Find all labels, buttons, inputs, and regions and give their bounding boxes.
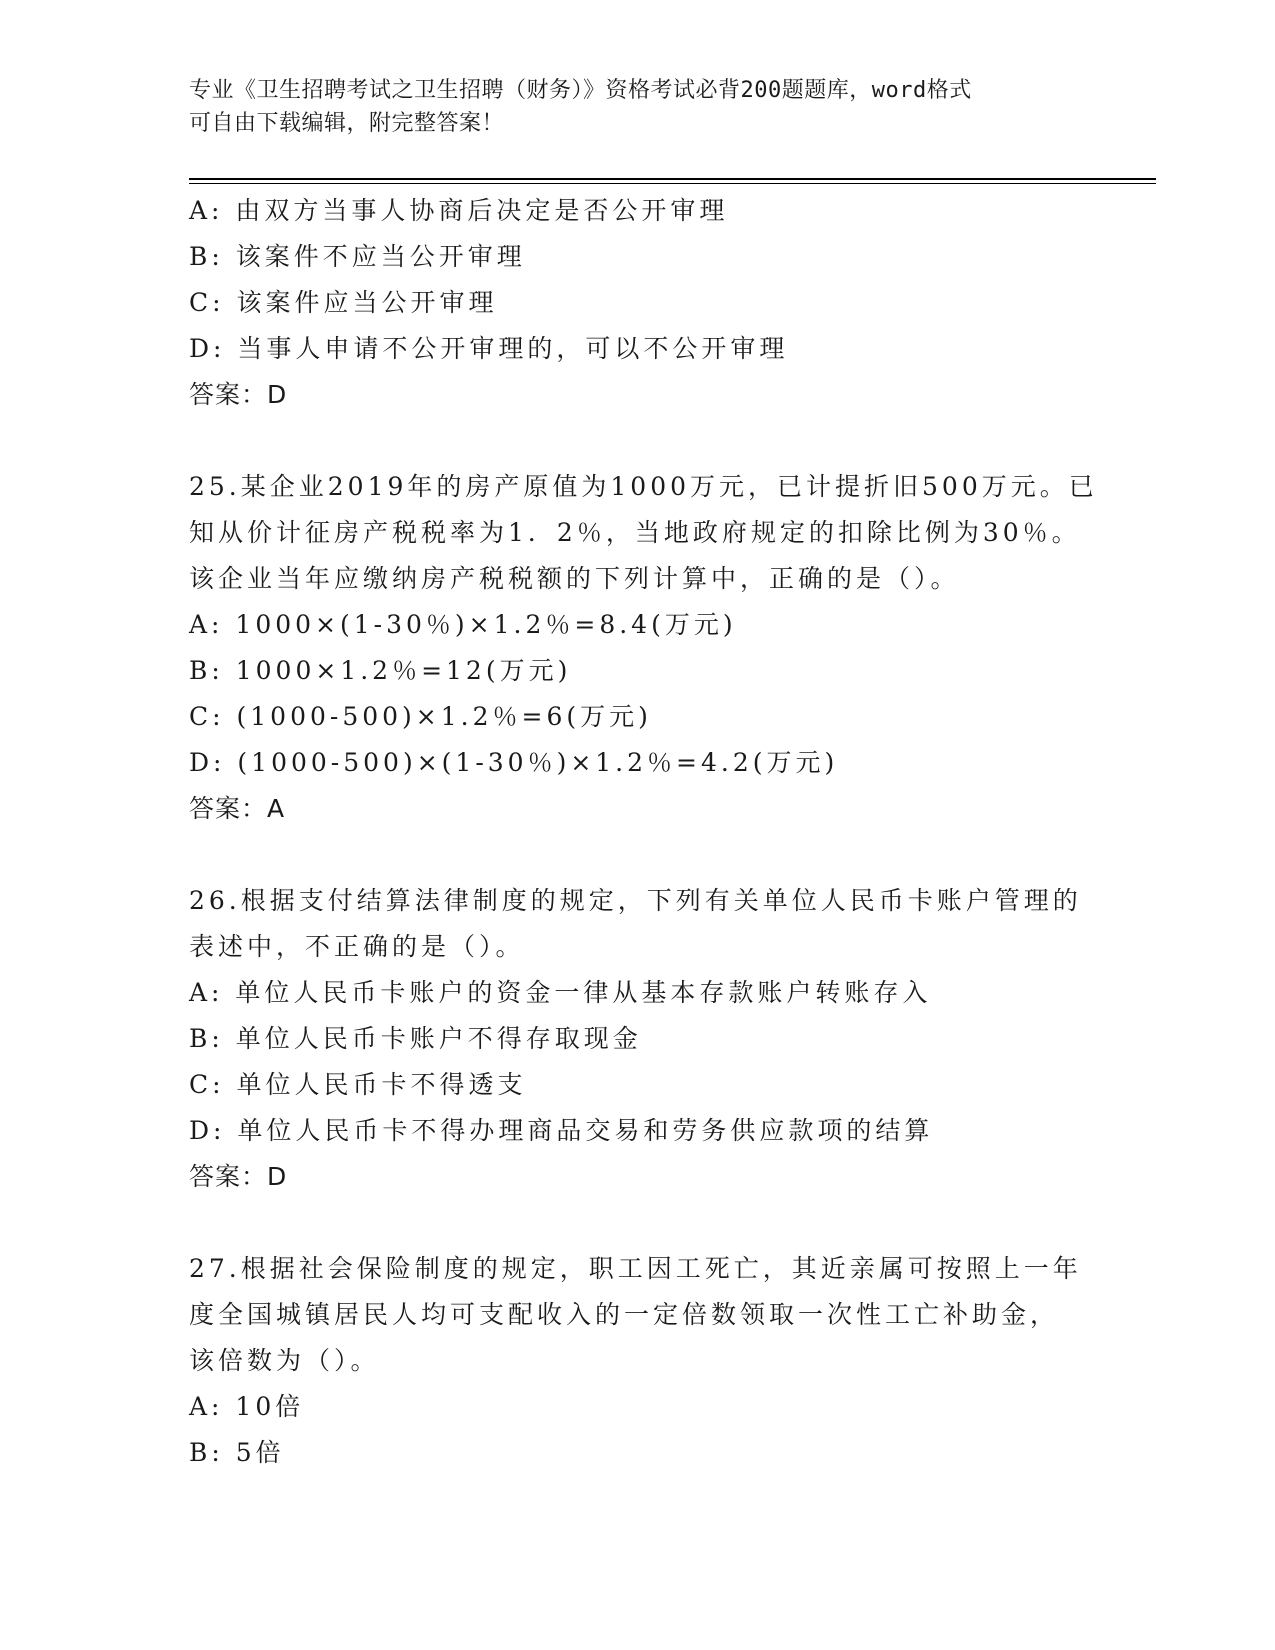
- question-text-line: 度全国城镇居民人均可支配收入的一定倍数领取一次性工亡补助金，: [189, 1300, 1060, 1329]
- option-a: A: 10倍: [189, 1392, 305, 1421]
- question-block-25: [189, 464, 1098, 832]
- question-block-24: [189, 188, 1089, 418]
- option-b: B: 1000×1.2％=12(万元): [189, 656, 572, 685]
- question-text-line: 26.根据支付结算法律制度的规定，下列有关单位人民币卡账户管理的: [189, 886, 1082, 915]
- option-b: B: 单位人民币卡账户不得存取现金: [189, 1024, 642, 1053]
- question-list: [189, 188, 1098, 1476]
- option-d: D: 单位人民币卡不得办理商品交易和劳务供应款项的结算: [189, 1116, 934, 1145]
- document-header: [189, 74, 1069, 140]
- question-text-line: 表述中，不正确的是（）。: [189, 932, 525, 961]
- question-text-line: 该企业当年应缴纳房产税税额的下列计算中，正确的是（）。: [189, 564, 960, 593]
- block-spacer: [189, 418, 1089, 464]
- option-a: A: 1000×(1-30％)×1.2％=8.4(万元): [189, 610, 737, 639]
- question-block-27: [189, 1246, 1089, 1476]
- header-rule-thick: [189, 178, 1156, 180]
- header-line-2: 可自由下载编辑，附完整答案！: [189, 111, 505, 136]
- option-d: D: (1000-500)×(1-30％)×1.2％=4.2(万元): [189, 748, 839, 777]
- answer-line: 答案：A: [189, 794, 286, 823]
- question-text-line: 27.根据社会保险制度的规定，职工因工死亡，其近亲属可按照上一年: [189, 1254, 1082, 1283]
- answer-line: 答案：D: [189, 380, 288, 409]
- option-b: B: 5倍: [189, 1438, 285, 1467]
- option-a: A: 由双方当事人协商后决定是否公开审理: [189, 196, 729, 225]
- answer-line: 答案：D: [189, 1162, 288, 1191]
- question-text-line: 知从价计征房产税税率为1．2％，当地政府规定的扣除比例为30％。: [189, 518, 1081, 547]
- option-c: C: 单位人民币卡不得透支: [189, 1070, 527, 1099]
- question-text-line: 该倍数为（）。: [189, 1346, 380, 1375]
- option-d: D: 当事人申请不公开审理的，可以不公开审理: [189, 334, 789, 363]
- block-spacer: [189, 832, 1089, 878]
- option-a: A: 单位人民币卡账户的资金一律从基本存款账户转账存入: [189, 978, 932, 1007]
- block-spacer: [189, 1200, 1089, 1246]
- question-block-26: [189, 878, 1089, 1200]
- question-text-line: 25.某企业2019年的房产原值为1000万元，已计提折旧500万元。已: [189, 472, 1098, 501]
- option-c: C: (1000-500)×1.2％=6(万元): [189, 702, 652, 731]
- option-b: B: 该案件不应当公开审理: [189, 242, 526, 271]
- header-rule-thin: [189, 183, 1156, 184]
- option-c: C: 该案件应当公开审理: [189, 288, 498, 317]
- header-line-1: 专业《卫生招聘考试之卫生招聘（财务）》资格考试必背200题题库，word格式: [189, 78, 972, 103]
